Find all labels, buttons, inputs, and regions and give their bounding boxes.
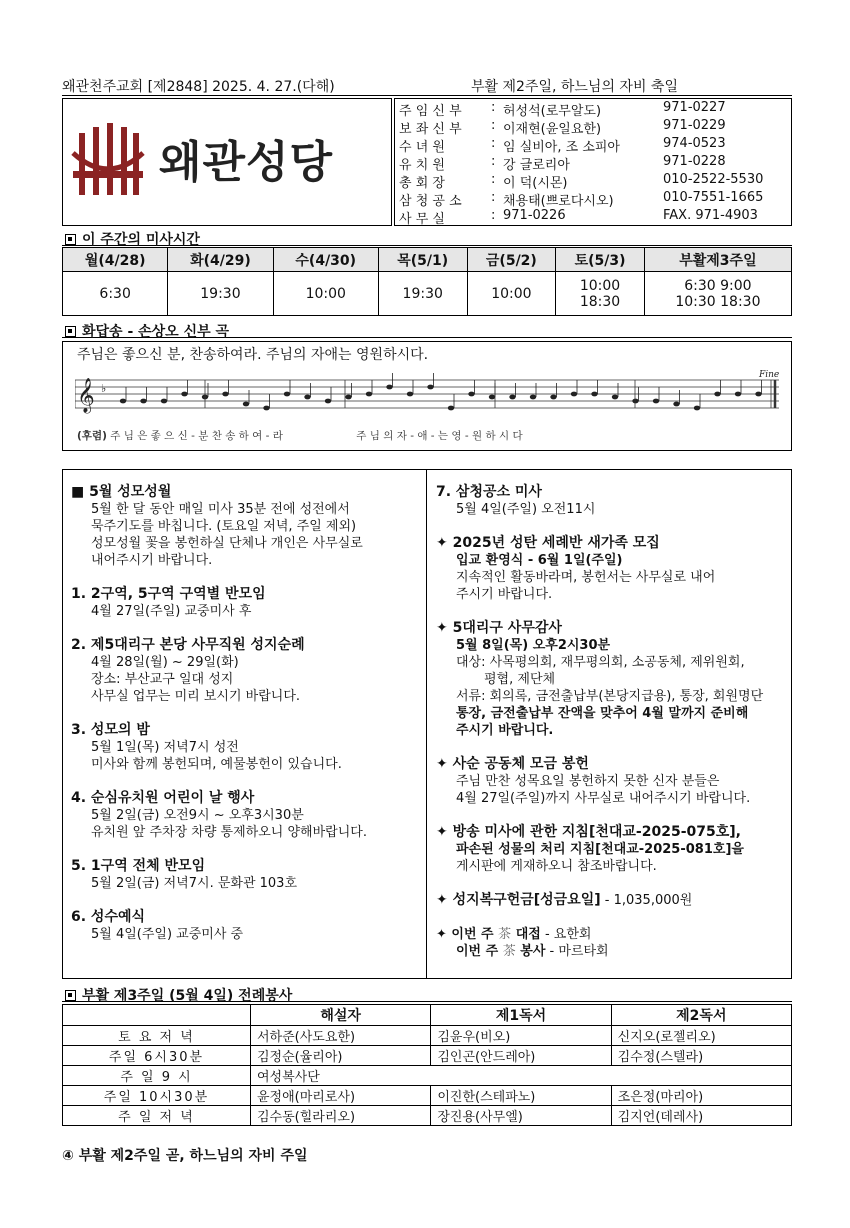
news-line: 5월 4일(주일) 오전11시 (456, 502, 596, 517)
staff-phone: 010-2522-5530 (663, 172, 764, 187)
church-logo-icon (71, 123, 145, 197)
music-staff-icon (75, 370, 781, 424)
mass-time: 10:00 (491, 285, 532, 302)
serve-cell: 김윤우(비오) (431, 1026, 611, 1046)
mass-time: 10:00 (305, 285, 346, 302)
news-line: 4월 27일(주일) 교중미사 후 (91, 604, 252, 619)
music-note-icon (489, 395, 495, 400)
news-line: 대상: 사목평의회, 재무평의회, 소공동체, 제위원회, (456, 655, 745, 670)
liturgy-service-title (62, 985, 792, 1002)
hymn-text: 주님은 좋으신 분, 찬송하여라. 주님의 자애는 영원하시다. (77, 347, 429, 363)
staff-colon: : (491, 136, 496, 151)
serve-header (63, 1005, 251, 1026)
serve-time: 주일 10시30분 (63, 1086, 251, 1106)
news-line: 미사와 함께 봉헌되며, 예물봉헌이 있습니다. (91, 757, 342, 772)
news-heading: 7. 삼청공소 미사 (436, 484, 542, 500)
tea-icon: 茶 (498, 927, 512, 942)
news-heading: ✦ 성지복구헌금[성금요일] (436, 892, 601, 908)
staff-name: 강 글로리아 (503, 158, 570, 173)
svg-text:♭: ♭ (101, 382, 107, 395)
music-note-icon (325, 399, 331, 404)
music-note-icon (284, 392, 290, 397)
news-line: 유치원 앞 주차장 차량 통제하오니 양해바랍니다. (91, 825, 367, 840)
news-item-guidelines (436, 824, 788, 875)
serve-cell: 여성복사단 (251, 1066, 792, 1086)
news-line: 주시기 바랍니다. (456, 723, 554, 738)
music-note-icon (448, 406, 454, 411)
table-row (63, 1046, 792, 1066)
staff-phone: 971-0227 (663, 100, 726, 115)
news-line: 4월 28일(월) ~ 29일(화) (91, 655, 239, 670)
serve-time: 주 일 저 녁 (63, 1106, 251, 1126)
mass-time-cell (273, 272, 378, 316)
serve-cell: 조은정(마리아) (611, 1086, 791, 1106)
news-line: 지속적인 활동바라며, 봉헌서는 사무실로 내어 (456, 570, 716, 585)
news-left-column (71, 484, 421, 960)
table-row (63, 1066, 792, 1086)
feast-title: 부활 제2주일, 하느님의 자비 축일 (471, 79, 678, 95)
mass-time: 19:30 (200, 285, 241, 302)
mass-day: 화(4/29) (168, 248, 273, 272)
staff-colon: : (491, 208, 496, 223)
staff-colon: : (491, 190, 496, 205)
news-item (71, 637, 421, 705)
mass-schedule-title (62, 229, 792, 246)
section-square-icon (65, 234, 76, 245)
serve-cell: 윤정애(마리로사) (251, 1086, 431, 1106)
news-box (62, 469, 792, 979)
news-heading: 4. 순심유치원 어린이 날 행사 (71, 790, 255, 806)
mass-time-cell (168, 272, 273, 316)
serve-cell: 김수정(스텔라) (611, 1046, 791, 1066)
news-line: 장소: 부산교구 일대 성지 (91, 672, 234, 687)
tea-group: - 요한회 (540, 927, 592, 942)
news-item-baptism (436, 535, 788, 603)
svg-text:𝄞: 𝄞 (77, 378, 95, 413)
mass-time: 18:30 (579, 293, 621, 310)
music-note-icon (427, 385, 433, 390)
serve-time: 주 일 9 시 (63, 1066, 251, 1086)
staff-row (395, 136, 791, 154)
mass-day: 월(4/28) (63, 248, 168, 272)
issue-info: 왜관천주교회 [제2848] 2025. 4. 27.(다해) (62, 79, 335, 95)
mass-schedule-table (62, 247, 792, 316)
news-line: 5월 2일(금) 저녁7시. 문화관 103호 (91, 876, 298, 891)
news-item-lent (436, 756, 788, 807)
music-note-icon (120, 399, 126, 404)
news-heading: 6. 성수예식 (71, 909, 146, 925)
serve-header: 제2독서 (611, 1005, 791, 1026)
news-line: 성모성월 꽃을 봉헌하실 단체나 개인은 사무실로 (91, 536, 363, 551)
music-note-icon (530, 395, 536, 400)
mass-day: 수(4/30) (273, 248, 378, 272)
music-note-icon (550, 395, 556, 400)
news-heading: 파손된 성물의 처리 지침[천대교-2025-081호]을 (456, 842, 744, 857)
news-subheading: 입교 환영식 - 6월 1일(주일) (456, 553, 623, 568)
news-heading: ✦ 사순 공동체 모금 봉헌 (436, 756, 589, 772)
music-note-icon (407, 392, 413, 397)
mass-time: 19:30 (402, 285, 443, 302)
mass-time: 10:00 (579, 277, 621, 294)
staff-phone: 971-0228 (663, 154, 726, 169)
mass-time-cell (378, 272, 467, 316)
tea-service: 봉사 (515, 944, 546, 959)
music-note-icon (714, 392, 720, 397)
news-line: 4월 27일(주일)까지 사무실로 내어주시기 바랍니다. (456, 791, 751, 806)
music-note-icon (509, 395, 515, 400)
music-note-icon (366, 392, 372, 397)
news-heading: ✦ 5대리구 사무감사 (436, 620, 562, 636)
mass-time: 6:30 (99, 285, 131, 302)
column-divider (426, 470, 427, 978)
tea-label: ✦ 이번 주 (436, 927, 499, 942)
lyrics-line-1: 주 님 은 좋 으 신 - 분 찬 송 하 여 - 라 (110, 430, 283, 442)
news-item (71, 858, 421, 892)
news-line: 통장, 금전출납부 잔액을 맞추어 4월 말까지 준비해 (456, 706, 749, 721)
staff-colon: : (491, 118, 496, 133)
music-note-icon (673, 402, 679, 407)
serve-cell: 이진한(스테파노) (431, 1086, 611, 1106)
news-line: 묵주기도를 바칩니다. (토요일 저녁, 주일 제외) (91, 519, 357, 534)
music-note-icon (161, 399, 167, 404)
music-note-icon (345, 395, 351, 400)
news-right-column (436, 484, 788, 977)
offering-amount: - 1,035,000원 (600, 893, 693, 908)
staff-row (395, 100, 791, 118)
news-line: 5월 한 달 동안 매일 미사 35분 전에 성전에서 (91, 502, 350, 517)
music-note-icon (140, 399, 146, 404)
staff-role: 사 무 실 (399, 212, 445, 227)
music-note-icon (591, 392, 597, 397)
staff-role: 삼 청 공 소 (399, 194, 462, 209)
staff-role: 주 임 신 부 (399, 104, 462, 119)
music-note-icon (243, 402, 249, 407)
news-line: 사무실 업무는 미리 보시기 바랍니다. (91, 689, 301, 704)
staff-name: 이 덕(시몬) (503, 176, 568, 191)
music-note-icon (612, 395, 618, 400)
news-item (71, 909, 421, 943)
news-line: 내어주시기 바랍니다. (91, 553, 213, 568)
hymn-section-title (62, 321, 792, 338)
tea-group: - 마르타회 (545, 944, 609, 959)
mass-time: 10:30 18:30 (675, 293, 761, 310)
news-item (71, 586, 421, 620)
serve-cell: 서하준(사도요한) (251, 1026, 431, 1046)
hymn-lyrics (77, 428, 523, 443)
news-line: 주시기 바랍니다. (456, 587, 553, 602)
staff-phone: 974-0523 (663, 136, 726, 151)
table-row (63, 1026, 792, 1046)
news-line: 주님 만찬 성목요일 봉헌하지 못한 신자 분들은 (456, 774, 720, 789)
staff-name: 허성석(로무알도) (503, 104, 602, 119)
music-note-icon (571, 392, 577, 397)
section-square-icon (65, 326, 76, 337)
staff-role: 보 좌 신 부 (399, 122, 462, 137)
staff-name: 임 실비아, 조 소피아 (503, 140, 620, 155)
music-note-icon (755, 392, 761, 397)
serve-cell: 신지오(로젤리오) (611, 1026, 791, 1046)
tea-label: 이번 주 (456, 944, 503, 959)
staff-row (395, 208, 791, 226)
tea-service: 대접 (511, 927, 541, 942)
refrain-label: (후렴) (77, 430, 107, 442)
staff-colon: : (491, 172, 496, 187)
page-footer: ④ 부활 제2주일 곧, 하느님의 자비 주일 (62, 1148, 308, 1164)
news-item-7 (436, 484, 788, 518)
lyrics-line-2: 주 님 의 자 - 애 - 는 영 - 원 하 시 다 (356, 430, 523, 442)
news-heading: 3. 성모의 밤 (71, 722, 150, 738)
mass-title-text: 이 주간의 미사시간 (82, 232, 200, 248)
news-heading: ✦ 방송 미사에 관한 지침[천대교-2025-075호], (436, 824, 741, 840)
staff-row (395, 190, 791, 208)
music-note-icon (653, 399, 659, 404)
music-note-icon (222, 392, 228, 397)
bulletin-header (62, 76, 792, 96)
staff-name: 이재현(윤일요한) (503, 122, 602, 137)
news-line: 5월 2일(금) 오전9시 ~ 오후3시30분 (91, 808, 304, 823)
table-row (63, 1106, 792, 1126)
staff-name: 971-0226 (503, 208, 566, 223)
news-item-tea (436, 926, 788, 960)
news-item-audit (436, 620, 788, 739)
tea-icon: 茶 (502, 944, 516, 959)
music-note-icon (468, 392, 474, 397)
staff-role: 유 치 원 (399, 158, 445, 173)
music-note-icon (694, 406, 700, 411)
mass-time-cell (467, 272, 556, 316)
news-line: 게시판에 게재하오니 참조바랍니다. (456, 859, 657, 874)
liturgy-service-table (62, 1004, 792, 1126)
staff-role: 총 회 장 (399, 176, 445, 191)
section-square-icon (65, 990, 76, 1001)
news-line: 서류: 회의록, 금전출납부(본당지급용), 통장, 회원명단 (456, 689, 764, 704)
serve-cell: 김인곤(안드레아) (431, 1046, 611, 1066)
staff-colon: : (491, 154, 496, 169)
serve-title-text: 부활 제3주일 (5월 4일) 전례봉사 (82, 988, 293, 1004)
serve-cell: 장진용(사무엘) (431, 1106, 611, 1126)
fine-mark: Fine (759, 370, 780, 380)
staff-row (395, 154, 791, 172)
music-note-icon (386, 385, 392, 390)
serve-time: 주일 6시30분 (63, 1046, 251, 1066)
serve-header: 해설자 (251, 1005, 431, 1026)
news-item (71, 790, 421, 841)
staff-row (395, 172, 791, 190)
news-subheading: 5월 8일(목) 오후2시30분 (456, 638, 611, 653)
staff-phone: 010-7551-1665 (663, 190, 764, 205)
serve-cell: 김지언(데레사) (611, 1106, 791, 1126)
mass-day: 토(5/3) (556, 248, 645, 272)
hymn-title-text: 화답송 - 손상오 신부 곡 (82, 324, 230, 340)
music-note-icon (263, 406, 269, 411)
music-note-icon (632, 399, 638, 404)
mass-day: 목(5/1) (378, 248, 467, 272)
news-line: 5월 4일(주일) 교중미사 중 (91, 927, 244, 942)
news-heading: ■ 5월 성모성월 (71, 484, 172, 500)
mass-day: 금(5/2) (467, 248, 556, 272)
mass-time-cell (644, 272, 791, 316)
news-heading: 5. 1구역 전체 반모임 (71, 858, 206, 874)
logo-text: 왜관성당 (159, 137, 334, 188)
serve-cell: 김수동(힐라리오) (251, 1106, 431, 1126)
table-row (63, 1086, 792, 1106)
news-heading: 1. 2구역, 5구역 구역별 반모임 (71, 586, 266, 602)
music-note-icon (181, 392, 187, 397)
music-note-icon (304, 395, 310, 400)
staff-phone: FAX. 971-4903 (663, 208, 758, 223)
serve-time: 토 요 저 녁 (63, 1026, 251, 1046)
news-item (71, 484, 421, 569)
mass-time-cell (556, 272, 645, 316)
news-item-offering (436, 892, 788, 909)
mass-time-cell (63, 272, 168, 316)
mass-time: 6:30 9:00 (684, 277, 752, 294)
serve-cell: 김정순(율리아) (251, 1046, 431, 1066)
staff-name: 채용태(쁘로다시오) (503, 194, 614, 209)
serve-header: 제1독서 (431, 1005, 611, 1026)
news-heading: 2. 제5대리구 본당 사무직원 성지순례 (71, 637, 305, 653)
parish-logo (62, 98, 392, 226)
news-line: 평협, 제단체 (484, 672, 556, 687)
news-line: 5월 1일(목) 저녁7시 성전 (91, 740, 239, 755)
news-item (71, 722, 421, 773)
music-note-icon (735, 392, 741, 397)
staff-colon: : (491, 100, 496, 115)
hymn-box (62, 341, 792, 451)
news-heading: ✦ 2025년 성탄 세례반 새가족 모집 (436, 535, 660, 551)
staff-directory (394, 98, 792, 226)
staff-role: 수 녀 원 (399, 140, 445, 155)
staff-row (395, 118, 791, 136)
mass-day: 부활제3주일 (644, 248, 791, 272)
staff-phone: 971-0229 (663, 118, 726, 133)
